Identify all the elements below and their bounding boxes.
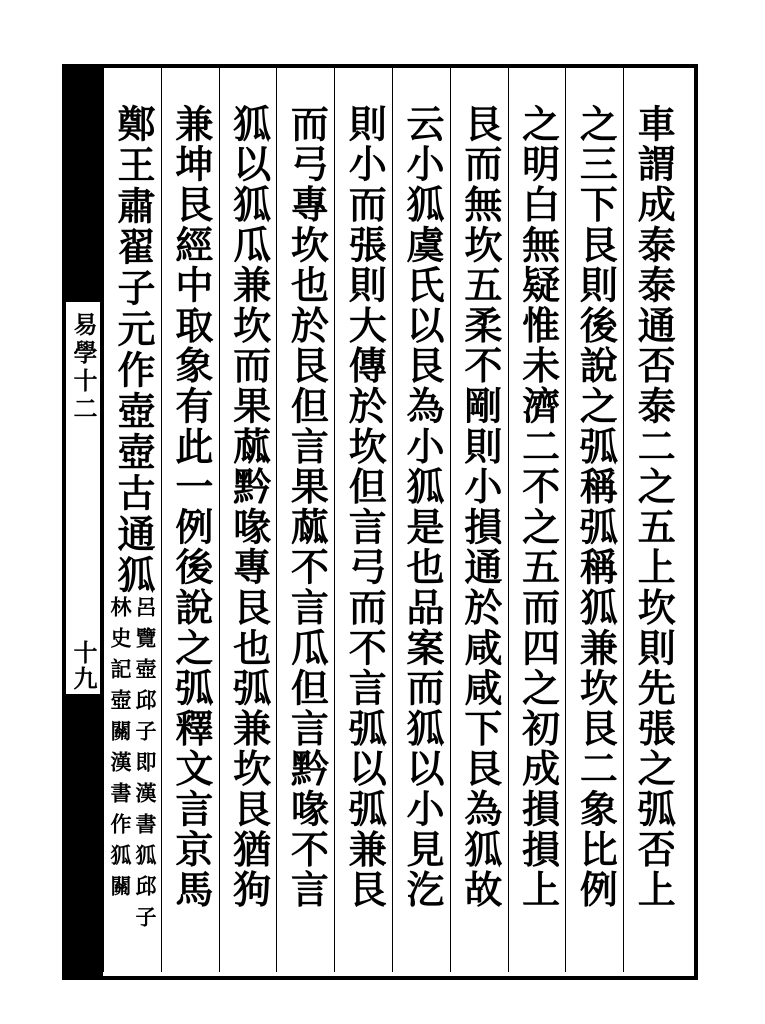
annotation-note-right: 呂覽壺邱子即漢書狐邱子 bbox=[133, 596, 159, 937]
annotation-note-left: 林史記壺關漢書作狐關 bbox=[108, 596, 134, 906]
text-column-1 bbox=[623, 68, 681, 972]
column-text: 狐以狐瓜兼坎而果蓏黔喙專艮也弧兼坎艮猶狗 bbox=[226, 104, 272, 910]
fold-title: 易學十二 bbox=[69, 312, 98, 424]
text-column-10 bbox=[103, 68, 161, 972]
text-column-2 bbox=[565, 68, 623, 972]
text-column-3 bbox=[508, 68, 566, 972]
text-column-4 bbox=[450, 68, 508, 972]
text-column-6 bbox=[334, 68, 392, 972]
column-text: 艮而無坎五柔不剛則小損通於咸咸下艮為狐故 bbox=[457, 104, 503, 910]
page-number: 十九 bbox=[69, 640, 98, 692]
text-column-8 bbox=[219, 68, 277, 972]
fold-margin-bottom bbox=[62, 694, 102, 976]
text-column-7 bbox=[276, 68, 334, 972]
column-text: 云小狐虞氏以艮為小狐是也品案而狐以小見汔 bbox=[400, 104, 446, 910]
text-column-5 bbox=[392, 68, 450, 972]
column-text: 鄭王肅翟子元作壺壺古通狐 bbox=[111, 104, 157, 596]
column-text: 而弓專坎也於艮但言果蓏不言瓜但言黔喙不言 bbox=[284, 104, 330, 910]
fold-margin-top bbox=[62, 64, 102, 302]
column-text: 兼坤艮經中取象有此一例後說之弧釋文言京馬 bbox=[168, 104, 214, 910]
text-columns bbox=[103, 68, 681, 972]
column-text: 車謂成泰泰通否泰二之五上坎則先張之弧否上 bbox=[631, 104, 677, 910]
column-text: 則小而張則大傳於坎但言弓而不言弧以弧兼艮 bbox=[342, 104, 388, 910]
text-column-9 bbox=[161, 68, 219, 972]
column-text: 之明白無疑惟未濟二不之五而四之初成損損上 bbox=[515, 104, 561, 910]
column-text: 之三下艮則後說之弧稱弧稱狐兼坎艮二象比例 bbox=[573, 104, 619, 910]
